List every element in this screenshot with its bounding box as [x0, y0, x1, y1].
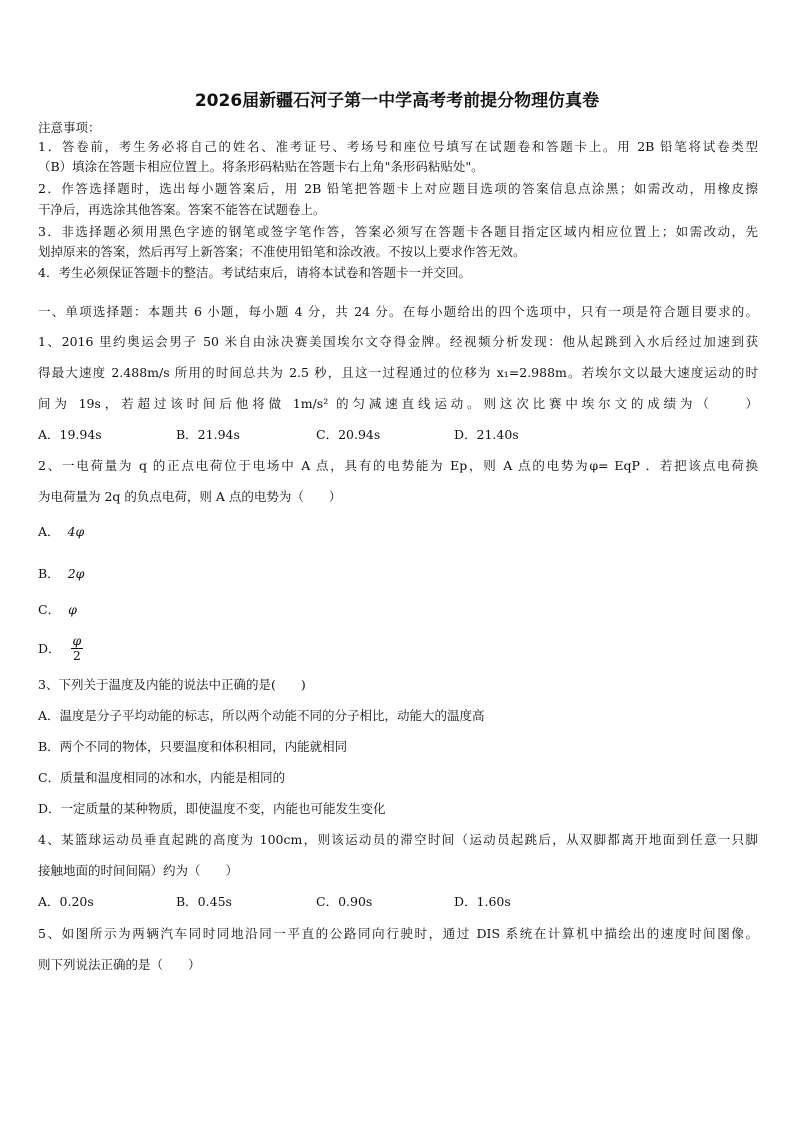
option-label: C． — [38, 602, 61, 617]
fraction — [71, 634, 84, 663]
question-1-line: 间为 19s，若超过该时间后他将做 1m/s² 的匀减速直线运动。则这次比赛中埃尔文的成绩为（ ） — [38, 396, 758, 411]
option-label: B． — [38, 566, 60, 581]
question-1-line: 1、2016 里约奥运会男子 50 米自由泳决赛美国埃尔文夺得金牌。经视频分析发现：他从起跳到入水后经过加速到获 — [38, 334, 758, 349]
question-4-line: 4、某篮球运动员垂直起跳的高度为 100cm，则该运动员的滞空时间（运动员起跳后，从双脚都离开地面到任意一只脚 — [38, 832, 758, 847]
question-4-line: 接触地面的时间间隔）约为（ ） — [38, 863, 239, 878]
question-4-options — [38, 894, 511, 910]
question-2-line: 为电荷量为 2q 的负点电荷，则 A 点的电势为（ ） — [38, 489, 342, 504]
note-line: 1．答卷前，考生务必将自己的姓名、准考证号、考场号和座位号填写在试题卷和答题卡上。用 2B 铅笔将试卷类型 — [38, 139, 758, 154]
question-5-line: 5、如图所示为两辆汽车同时同地沿同一平直的公路同向行驶时，通过 DIS 系统在计算机中描绘出的速度时间图像。 — [38, 926, 758, 941]
option-d: D．21.40s — [454, 427, 519, 442]
option-value: φ — [68, 602, 77, 617]
note-line: 2．作答选择题时，选出每小题答案后，用 2B 铅笔把答题卡上对应题目选项的答案信息点涂黑；如需改动，用橡皮擦 — [38, 181, 758, 196]
note-line: 干净后，再选涂其他答案。答案不能答在试题卷上。 — [38, 202, 326, 217]
note-line: （B）填涂在答题卡相应位置上。将条形码粘贴在答题卡右上角"条形码粘贴处"。 — [38, 159, 484, 174]
option-d: D．1.60s — [454, 894, 511, 909]
notes-heading: 注意事项： — [38, 120, 101, 135]
question-2-option-d — [38, 634, 83, 663]
page-title: 2026届新疆石河子第一中学高考考前提分物理仿真卷 — [194, 91, 600, 111]
option-label: A． — [38, 524, 60, 539]
fraction-denominator: 2 — [72, 648, 81, 663]
option-a: A．19.94s — [38, 427, 102, 442]
question-3-option-b: B．两个不同的物体，只要温度和体积相同，内能就相同 — [38, 739, 348, 754]
question-2-option-b — [38, 566, 84, 582]
question-2-option-a — [38, 524, 84, 540]
section-heading: 一、单项选择题：本题共 6 小题，每小题 4 分，共 24 分。在每小题给出的四个选项中，只有一项是符合题目要求的。 — [38, 304, 758, 319]
note-line: 4．考生必须保证答题卡的整洁。考试结束后，请将本试卷和答题卡一并交回。 — [38, 265, 471, 280]
question-3-option-c: C．质量和温度相同的冰和水，内能是相同的 — [38, 770, 286, 785]
fraction-numerator: φ — [72, 633, 82, 648]
option-value: 2φ — [67, 566, 85, 581]
question-5-line: 则下列说法正确的是（ ） — [38, 957, 201, 972]
option-label: D． — [38, 640, 61, 656]
question-2-option-c — [38, 602, 77, 618]
option-c: C．20.94s — [316, 427, 381, 442]
question-3-stem: 3、下列关于温度及内能的说法中正确的是( ) — [38, 677, 306, 692]
question-2-line: 2、一电荷量为 q 的正点电荷位于电场中 A 点，具有的电势能为 Ep，则 A 点的电势为φ= EqP ．若把该点电荷换 — [38, 458, 758, 473]
question-1-line: 得最大速度 2.488m/s 所用的时间总共为 2.5 秒，且这一过程通过的位移为 x₁=2.988m。若埃尔文以最大速度运动的时 — [38, 365, 758, 380]
option-a: A．0.20s — [38, 894, 94, 909]
note-line: 3．非选择题必须用黑色字迹的钢笔或签字笔作答，答案必须写在答题卡各题目指定区域内相应位置上；如需改动，先 — [38, 224, 758, 239]
question-3-option-d: D．一定质量的某种物质，即使温度不变，内能也可能发生变化 — [38, 801, 386, 816]
option-b: B．21.94s — [176, 427, 240, 442]
option-value: 4φ — [67, 524, 85, 539]
note-line: 划掉原来的答案，然后再写上新答案；不准使用铅笔和涂改液。不按以上要求作答无效。 — [38, 244, 526, 259]
question-3-option-a: A．温度是分子平均动能的标志，所以两个动能不同的分子相比，动能大的温度高 — [38, 708, 485, 723]
option-b: B．0.45s — [176, 894, 232, 909]
question-1-options — [38, 427, 519, 443]
option-c: C．0.90s — [316, 894, 373, 909]
